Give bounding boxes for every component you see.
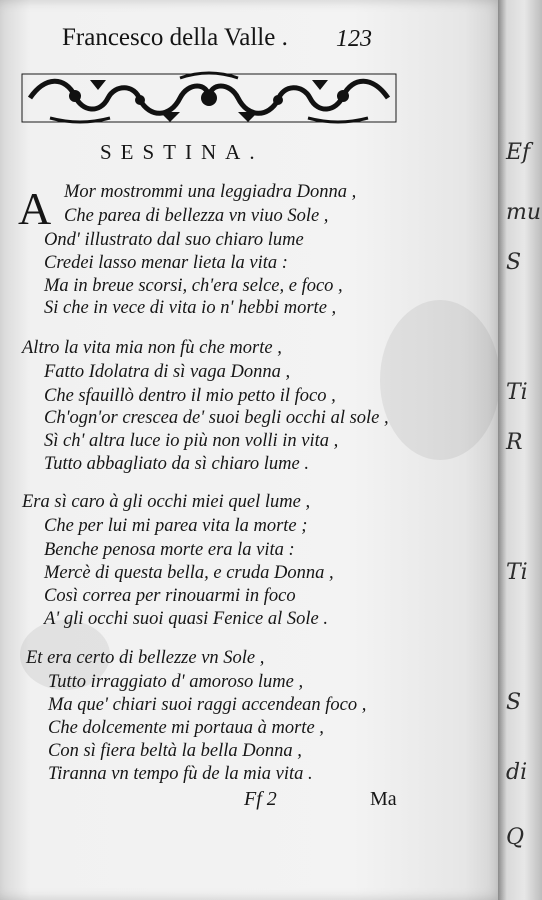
verse-line: Ma in breue scorsi, ch'era selce, e foco ,: [44, 276, 343, 296]
verse-line: Benche penosa morte era la vita :: [44, 540, 295, 560]
verse-line: Ma que' chiari suoi raggi accendean foco ,: [48, 695, 367, 715]
verse-line: Mor mostrommi una leggiadra Donna ,: [64, 182, 357, 202]
poem-title: SESTINA.: [100, 140, 264, 164]
verse-line: Altro la vita mia non fù che morte ,: [22, 338, 282, 358]
verse-line: Credei lasso menar lieta la vita :: [44, 253, 288, 273]
margin-note: Q: [506, 825, 525, 850]
verse-line: Ond' illustrato dal suo chiaro lume: [44, 230, 304, 250]
verse-line: Tutto irraggiato d' amoroso lume ,: [48, 672, 304, 692]
verse-line: Si che in vece di vita io n' hebbi morte ,: [44, 298, 337, 318]
drop-cap: A: [18, 183, 52, 234]
margin-note: R: [506, 430, 523, 455]
verse-line: Tutto abbagliato da sì chiaro lume .: [44, 454, 310, 474]
margin-note: Ti: [506, 380, 528, 405]
page-number: 123: [336, 26, 372, 52]
catchword: Ma: [370, 788, 397, 810]
margin-note: Ti: [506, 560, 528, 585]
verse-line: Che parea di bellezza vn viuo Sole ,: [64, 206, 329, 226]
verse-line: Era sì caro à gli occhi miei quel lume ,: [22, 492, 311, 512]
verse-line: Ch'ogn'or crescea de' suoi begli occhi al sole ,: [44, 408, 389, 428]
verse-line: Che sfauillò dentro il mio petto il foco ,: [44, 386, 336, 406]
margin-note: di: [506, 760, 528, 785]
margin-note: S: [506, 690, 522, 715]
margin-note: S: [506, 250, 522, 275]
verse-line: Et era certo di bellezze vn Sole ,: [26, 648, 265, 668]
verse-line: A' gli occhi suoi quasi Fenice al Sole .: [44, 609, 328, 629]
paper-stain: [380, 300, 500, 460]
verse-line: Mercè di questa bella, e cruda Donna ,: [44, 563, 334, 583]
verse-line: Sì ch' altra luce io più non volli in vita ,: [44, 431, 339, 451]
verse-line: Tiranna vn tempo fù de la mia vita .: [48, 764, 313, 784]
verse-line: Fatto Idolatra di sì vaga Donna ,: [44, 362, 291, 382]
margin-note: mu: [506, 200, 542, 225]
running-title: Francesco della Valle .: [62, 24, 288, 51]
verse-line: Così correa per rinouarmi in foco: [44, 586, 296, 606]
decorative-headpiece: [20, 68, 398, 128]
verse-line: Con sì fiera beltà la bella Donna ,: [48, 741, 302, 761]
verse-line: Che per lui mi parea vita la morte ;: [44, 516, 308, 536]
facing-page-margin: [498, 0, 542, 900]
verse-line: Che dolcemente mi portaua à morte ,: [48, 718, 324, 738]
margin-note: Ef: [506, 140, 531, 165]
signature-mark: Ff 2: [244, 788, 277, 810]
